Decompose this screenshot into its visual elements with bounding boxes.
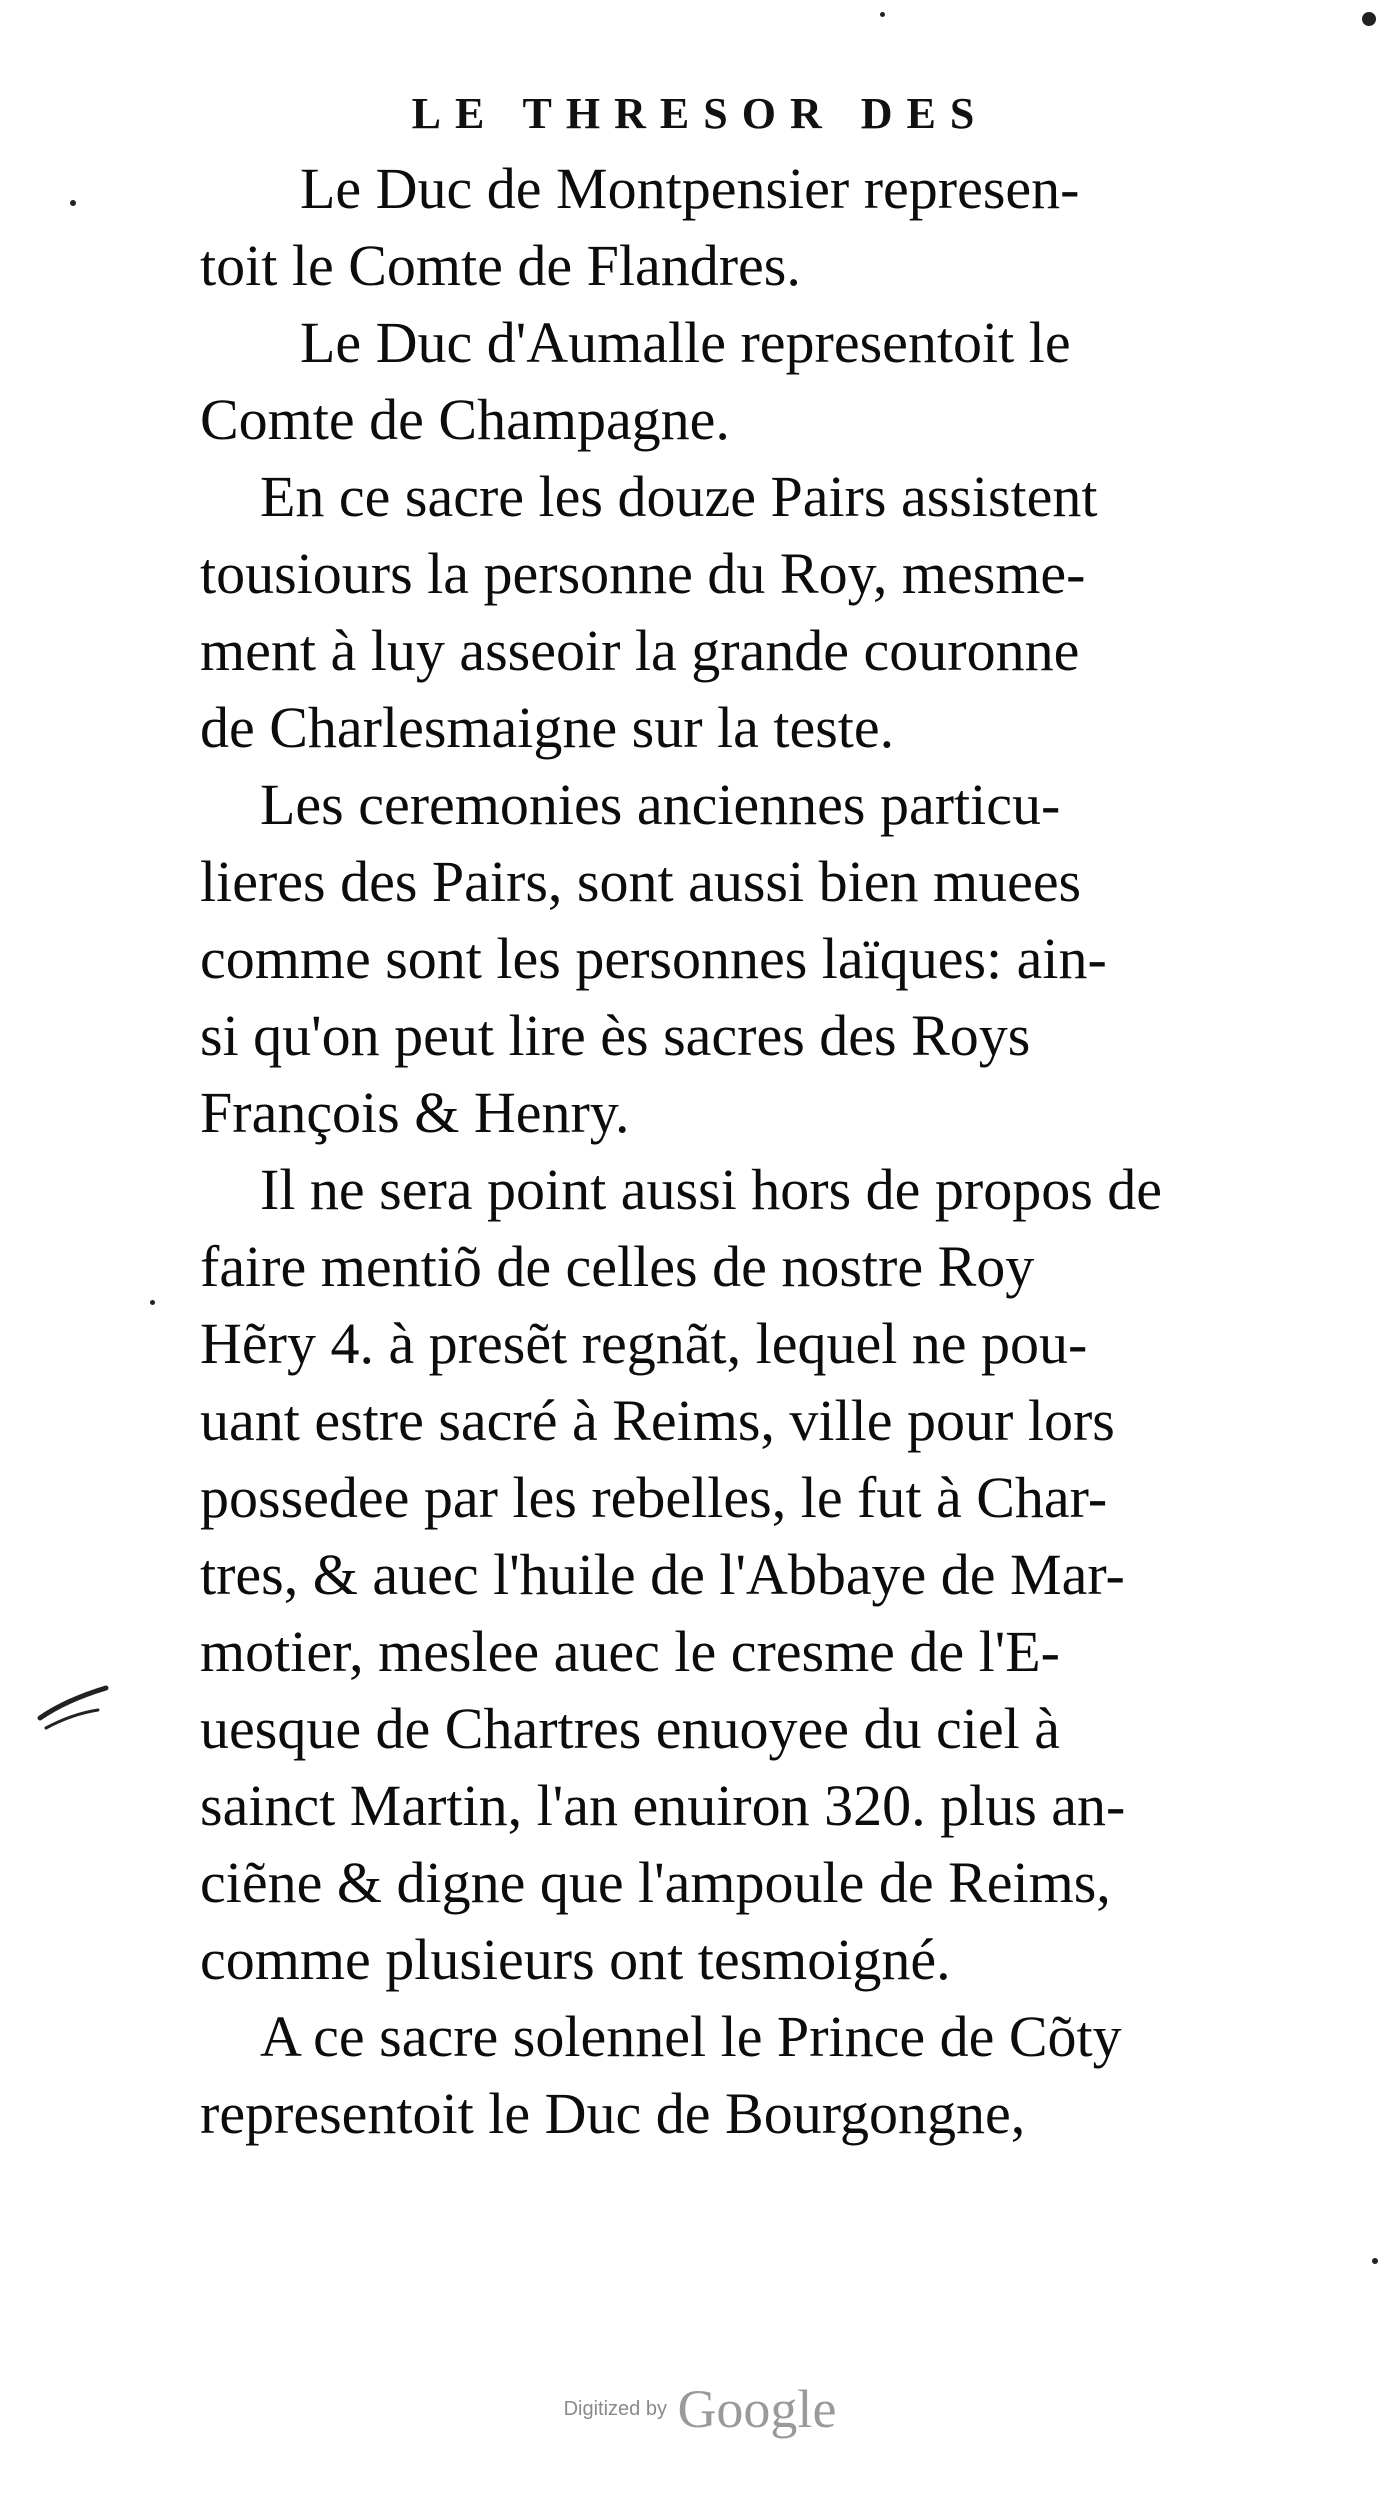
paragraph-4: [200, 766, 1360, 1151]
text-line: Hẽry 4. à presẽt regnãt, lequel ne pou-: [200, 1311, 1088, 1376]
ink-speck: [1372, 2258, 1378, 2264]
digitized-label: Digitized by: [563, 2397, 667, 2420]
text-line: Comte de Champagne.: [200, 387, 730, 452]
body-text: [200, 150, 1360, 2152]
text-line: comme plusieurs ont tesmoigné.: [200, 1927, 951, 1992]
text-line: Il ne sera point aussi hors de propos de: [260, 1157, 1163, 1222]
text-line: possedee par les rebelles, le fut à Char-: [200, 1465, 1108, 1530]
text-line: faire mentiõ de celles de nostre Roy: [200, 1234, 1035, 1299]
text-line: Le Duc d'Aumalle representoit le: [300, 310, 1071, 375]
paragraph-1: [200, 150, 1360, 304]
text-line: uesque de Chartres enuoyee du ciel à: [200, 1696, 1060, 1761]
text-line: Les ceremonies anciennes particu-: [260, 772, 1061, 837]
running-head: LE THRESOR DES: [411, 89, 989, 138]
text-line: Le Duc de Montpensier represen-: [300, 156, 1080, 221]
text-line: representoit le Duc de Bourgongne,: [200, 2081, 1026, 2146]
text-line: si qu'on peut lire ès sacres des Roys: [200, 1003, 1031, 1068]
text-line: A ce sacre solennel le Prince de Cõty: [260, 2004, 1122, 2069]
ink-speck: [70, 200, 76, 206]
ink-speck: [880, 12, 885, 17]
text-line: uant estre sacré à Reims, ville pour lors: [200, 1388, 1115, 1453]
text-line: tres, & auec l'huile de l'Abbaye de Mar-: [200, 1542, 1125, 1607]
ink-mark-icon: [36, 1680, 116, 1740]
paragraph-5: [200, 1151, 1360, 1998]
text-line: ment à luy asseoir la grande couronne: [200, 618, 1080, 683]
text-line: motier, meslee auec le cresme de l'E-: [200, 1619, 1060, 1684]
text-line: sainct Martin, l'an enuiron 320. plus an-: [200, 1773, 1126, 1838]
text-line: tousiours la personne du Roy, mesme-: [200, 541, 1086, 606]
text-line: François & Henry.: [200, 1080, 630, 1145]
text-line: ciẽne & digne que l'ampoule de Reims,: [200, 1850, 1111, 1915]
paragraph-2: [200, 304, 1360, 458]
text-line: de Charlesmaigne sur la teste.: [200, 695, 895, 760]
digitization-watermark: [0, 2378, 1400, 2440]
text-line: lieres des Pairs, sont aussi bien muees: [200, 849, 1082, 914]
google-logo: Google: [677, 2379, 837, 2439]
paragraph-6: [200, 1998, 1360, 2152]
text-line: toit le Comte de Flandres.: [200, 233, 801, 298]
paragraph-3: [200, 458, 1360, 766]
ink-speck: [150, 1300, 155, 1305]
text-line: comme sont les personnes laïques: ain-: [200, 926, 1107, 991]
ink-speck: [1362, 12, 1376, 26]
text-line: En ce sacre les douze Pairs assistent: [260, 464, 1098, 529]
